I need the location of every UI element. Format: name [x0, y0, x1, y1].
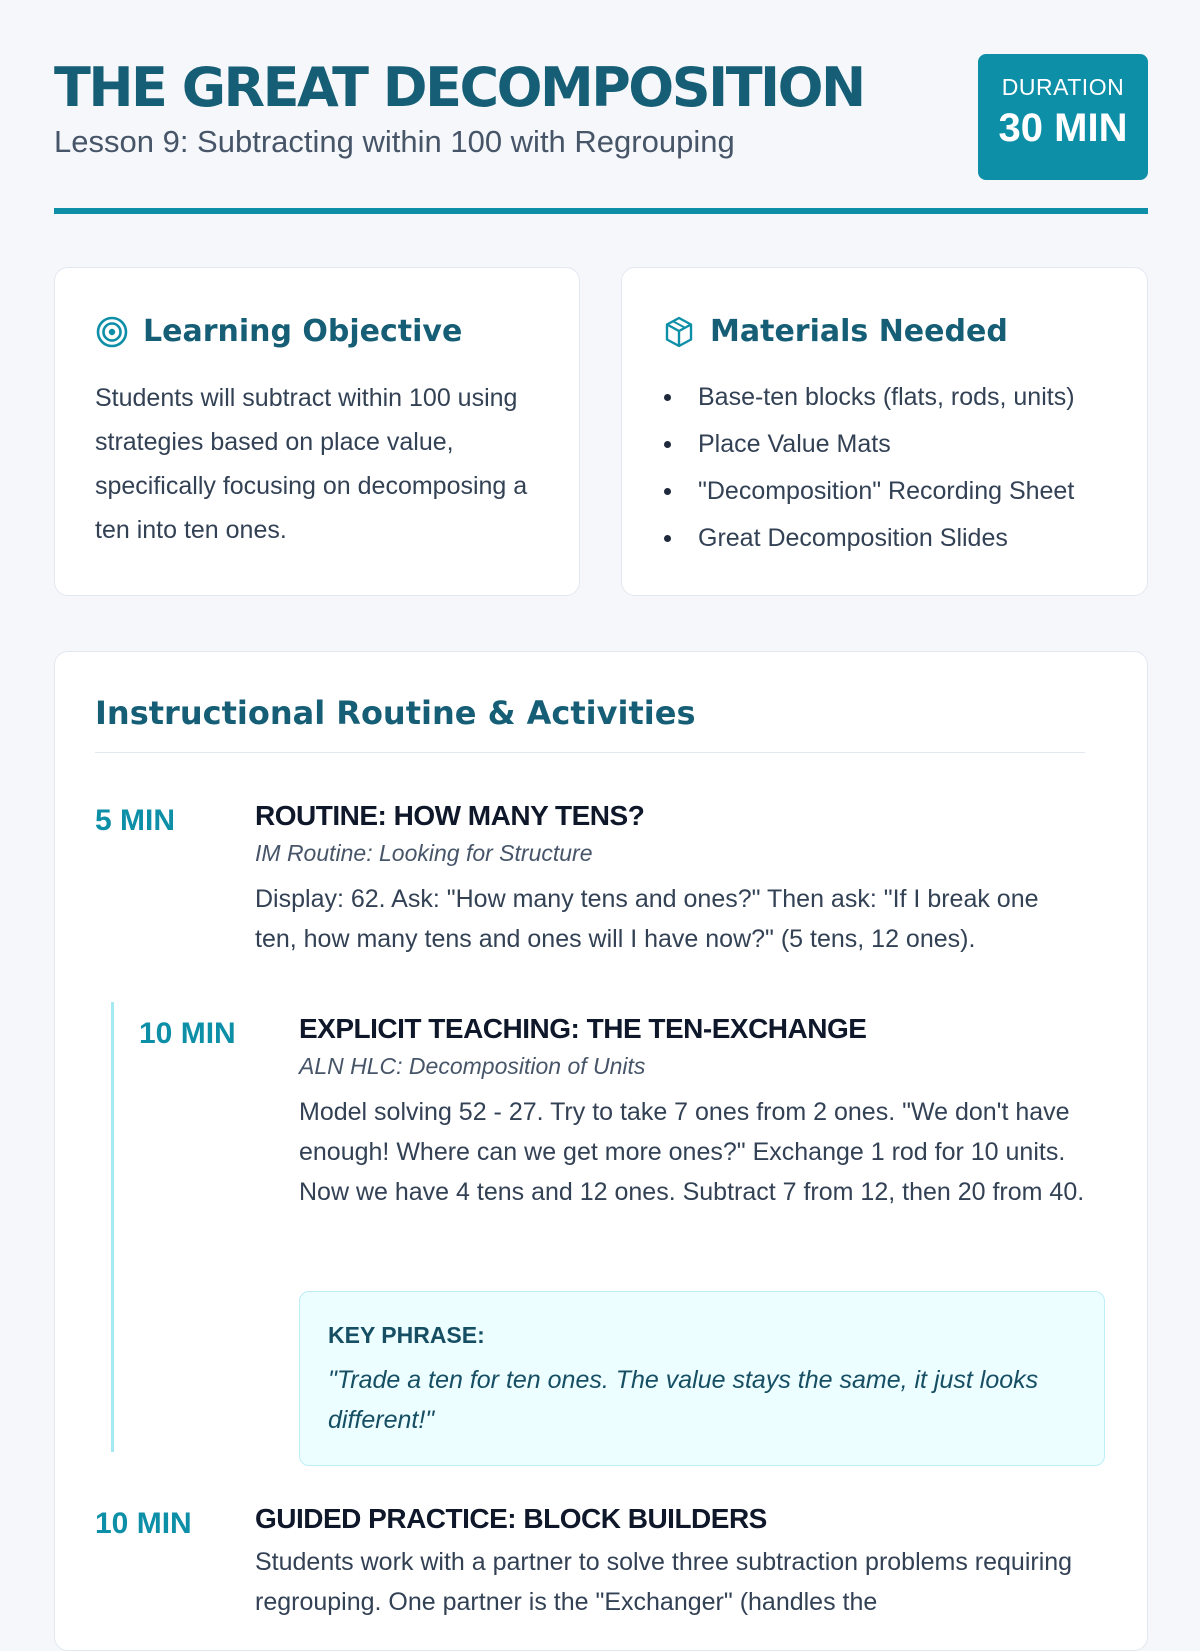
- list-item: "Decomposition" Recording Sheet: [662, 468, 1075, 515]
- activity-time: 5 MIN: [95, 804, 176, 837]
- routine-title: Instructional Routine & Activities: [95, 694, 696, 732]
- list-item: Place Value Mats: [662, 421, 1075, 468]
- activity-name: EXPLICIT TEACHING: THE TEN-EXCHANGE: [299, 1013, 867, 1044]
- lesson-title: THE GREAT DECOMPOSITION: [54, 56, 864, 119]
- activity-guided-practice: [95, 1503, 1085, 1647]
- activity-time: 10 MIN: [95, 1507, 192, 1540]
- materials-list: [662, 374, 1075, 562]
- duration-label: DURATION: [1001, 74, 1125, 100]
- activity-time: 10 MIN: [139, 1017, 236, 1050]
- materials-card: [621, 267, 1148, 596]
- activity-routine: [95, 800, 1085, 984]
- lesson-header: [54, 50, 1148, 210]
- activity-source: IM Routine: Looking for Structure: [255, 840, 593, 866]
- key-phrase-text: "Trade a ten for ten ones. The value stays the same, it just looks different!": [328, 1366, 1039, 1434]
- routine-card: [54, 651, 1148, 1651]
- objective-heading: [95, 314, 462, 349]
- activity-name: ROUTINE: HOW MANY TENS?: [255, 800, 645, 831]
- routine-divider: [95, 752, 1085, 753]
- highlight-bar: [111, 1002, 114, 1452]
- objective-title: Learning Objective: [143, 314, 463, 349]
- activity-explicit-teaching: [139, 1013, 1085, 1457]
- objective-card: [54, 267, 580, 596]
- activity-description: Display: 62. Ask: "How many tens and ones?" Then ask: "If I break one ten, how many tens and ones will I have now?" (5 tens, 12 ones).: [255, 885, 1039, 953]
- lesson-subtitle: Lesson 9: Subtracting within 100 with Regrouping: [54, 124, 735, 159]
- cube-icon: [662, 315, 696, 349]
- objective-text: Students will subtract within 100 using strategies based on place value, specifically focusing on decomposing a ten into ten ones.: [95, 384, 528, 544]
- key-phrase-box: [299, 1291, 1105, 1466]
- activity-name: GUIDED PRACTICE: BLOCK BUILDERS: [255, 1503, 767, 1534]
- activity-description: Students work with a partner to solve three subtraction problems requiring regrouping. One partner is the "Exchanger" (handles the: [255, 1548, 1073, 1616]
- duration-badge: [978, 54, 1148, 180]
- activity-source: ALN HLC: Decomposition of Units: [299, 1053, 646, 1079]
- activity-description: Model solving 52 - 27. Try to take 7 ones from 2 ones. "We don't have enough! Where can we get more ones?" Exchange 1 rod for 10 units. Now we have 4 tens and 12 ones. Subtract 7 from 12, then 20 from 40.: [299, 1098, 1085, 1206]
- key-phrase-label: KEY PHRASE:: [328, 1322, 485, 1348]
- duration-value: 30 MIN: [998, 106, 1128, 150]
- target-icon: [95, 315, 129, 349]
- list-item: Great Decomposition Slides: [662, 515, 1075, 562]
- materials-title: Materials Needed: [710, 314, 1008, 349]
- materials-heading: [662, 314, 1008, 349]
- header-divider: [54, 208, 1148, 214]
- list-item: Base-ten blocks (flats, rods, units): [662, 374, 1075, 421]
